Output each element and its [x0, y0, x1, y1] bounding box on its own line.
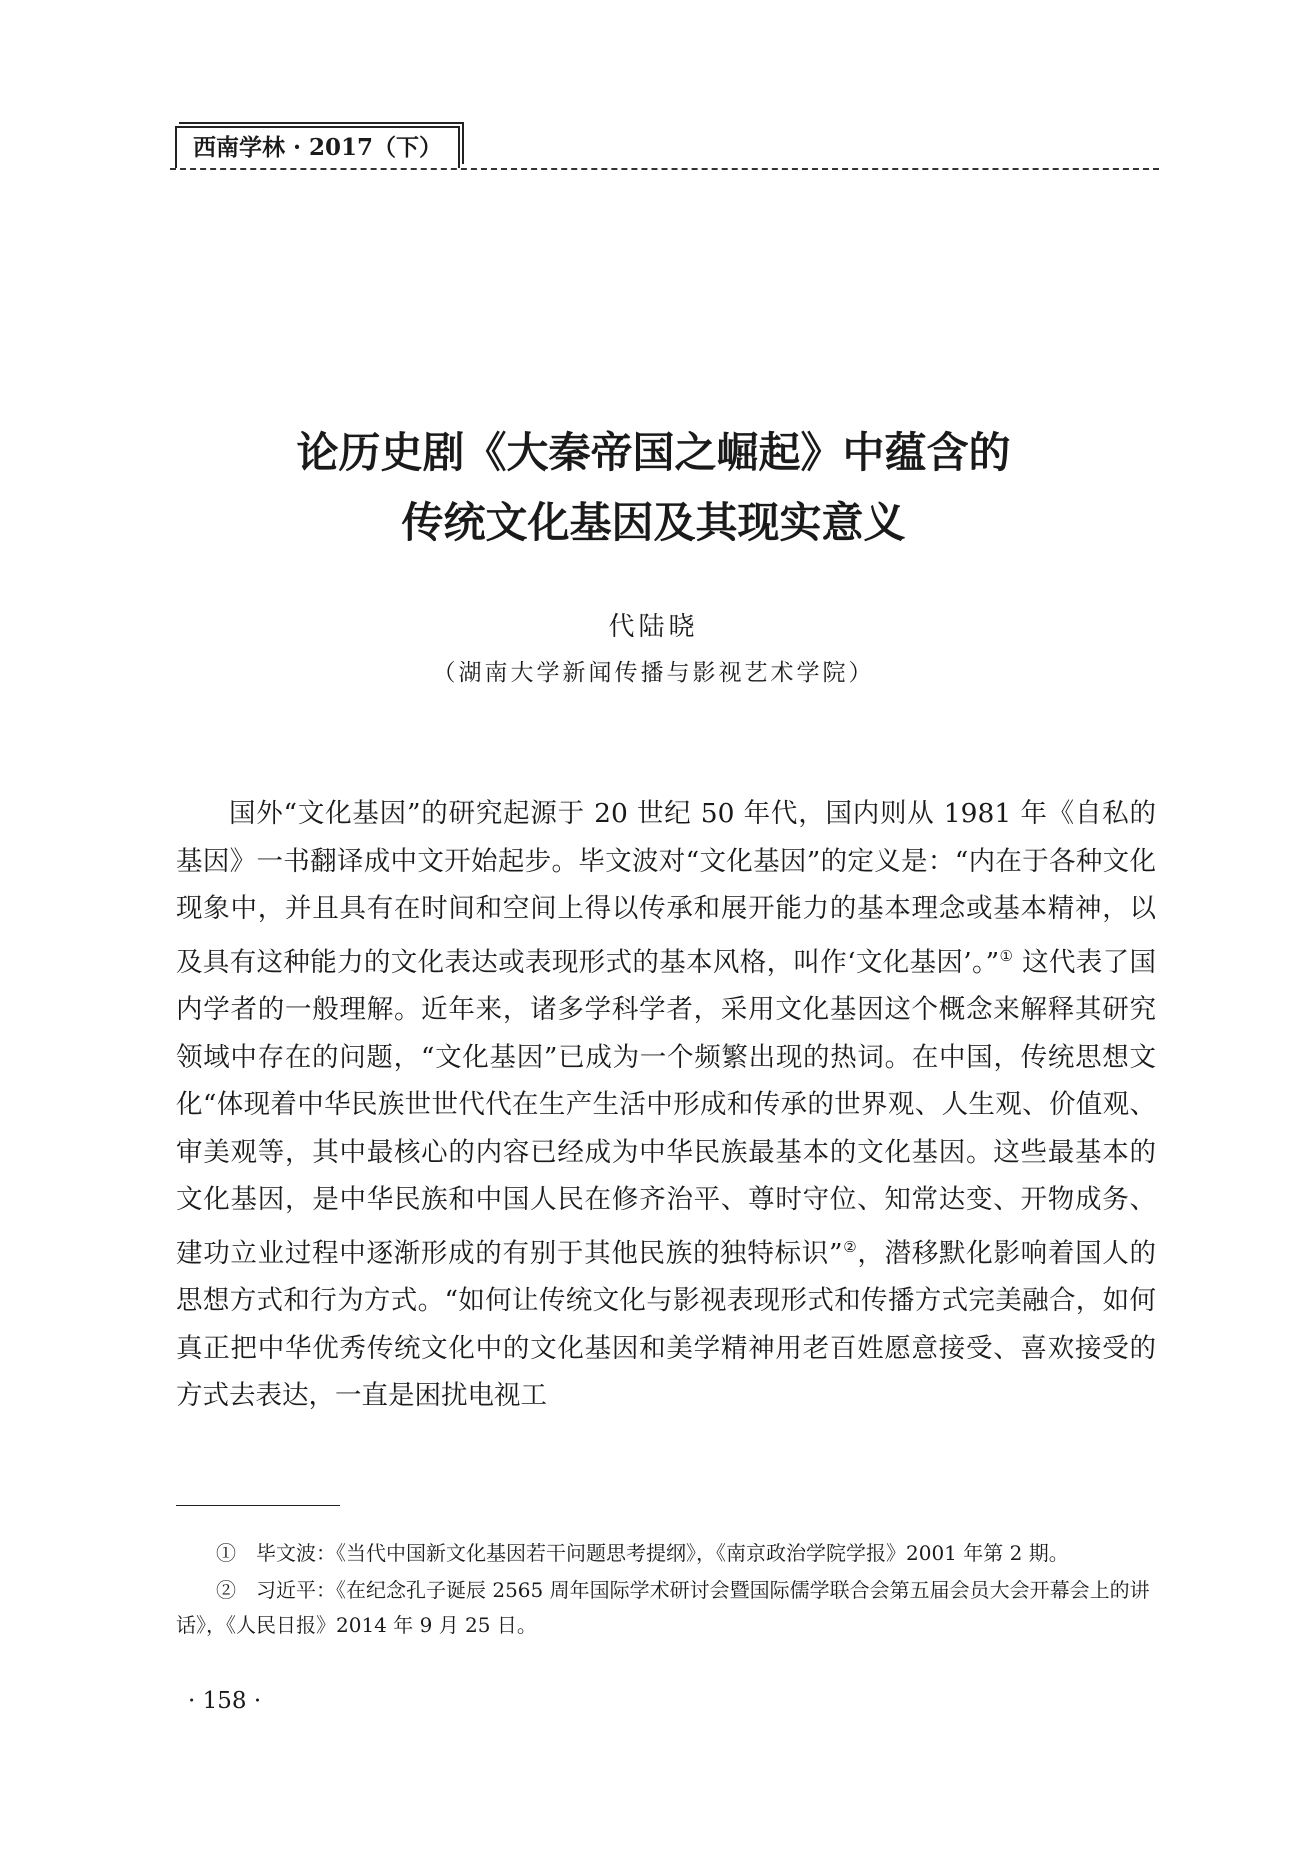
header-dashed-rule — [170, 168, 1159, 170]
journal-header-text: 西南学林 · 2017（下） — [193, 134, 443, 161]
author-affiliation: （湖南大学新闻传播与影视艺术学院） — [432, 660, 875, 686]
title-line-1: 论历史剧《大秦帝国之崛起》中蕴含的 — [296, 428, 1011, 477]
footnote-1 — [176, 1536, 1156, 1571]
body-segment-1: 国外“文化基因”的研究起源于 20 世纪 50 年代，国内则从 1981 年《自私的基因》一书翻译成中文开始起步。毕文波对“文化基因”的定义是：“内在于各种文化现象中，并且具有在时间和空间上得以传承和展开能力的基本理念或基本精神，以及具有这种能力的文化表达或表现形式的基本风格，叫作‘文化基因’。” — [176, 798, 1156, 978]
body-segment-3: ，潜移默化影响着国人的思想方式和行为方式。“如何让传统文化与影视表现形式和传播方式完美融合，如何真正把中华优秀传统文化中的文化基因和美学精神用老百姓愿意接受、喜欢接受的方式去表达，一直是困扰电视工 — [176, 1237, 1157, 1411]
title-line-2: 传统文化基因及其现实意义 — [401, 498, 906, 547]
body-paragraph — [176, 790, 1156, 1420]
footnote-marker: ① — [216, 1541, 236, 1565]
journal-header — [175, 126, 460, 168]
footnote-ref-2[interactable]: ② — [842, 1237, 858, 1256]
footnote-2 — [176, 1573, 1156, 1643]
footnote-text: 毕文波：《当代中国新文化基因若干问题思考提纲》，《南京政治学院学报》2001 年第 2 期。 — [256, 1541, 1069, 1565]
page-number: · 158 · — [188, 1688, 262, 1714]
author-name: 代陆晓 — [608, 612, 699, 642]
footnote-rule — [176, 1505, 340, 1506]
footnote-text: 习近平：《在纪念孔子诞辰 2565 周年国际学术研讨会暨国际儒学联合会第五届会员大会开幕会上的讲话》，《人民日报》2014 年 9 月 25 日。 — [176, 1578, 1150, 1637]
footnote-marker: ② — [216, 1578, 236, 1602]
body-segment-2: 这代表了国内学者的一般理解。近年来，诸多学科学者，采用文化基因这个概念来解释其研究领域中存在的问题，“文化基因”已成为一个频繁出现的热词。在中国，传统思想文化“体现着中华民族世世代代在生产生活中形成和传承的世界观、人生观、价值观、审美观等，其中最核心的内容已经成为中华民族最基本的文化基因。这些最基本的文化基因，是中华民族和中国人民在修齐治平、尊时守位、知常达变、开物成务、建功立业过程中逐渐形成的有别于其他民族的独特标识” — [176, 946, 1156, 1269]
footnotes — [176, 1536, 1156, 1645]
footnote-ref-1[interactable]: ① — [999, 946, 1014, 965]
article-title — [0, 418, 1307, 558]
